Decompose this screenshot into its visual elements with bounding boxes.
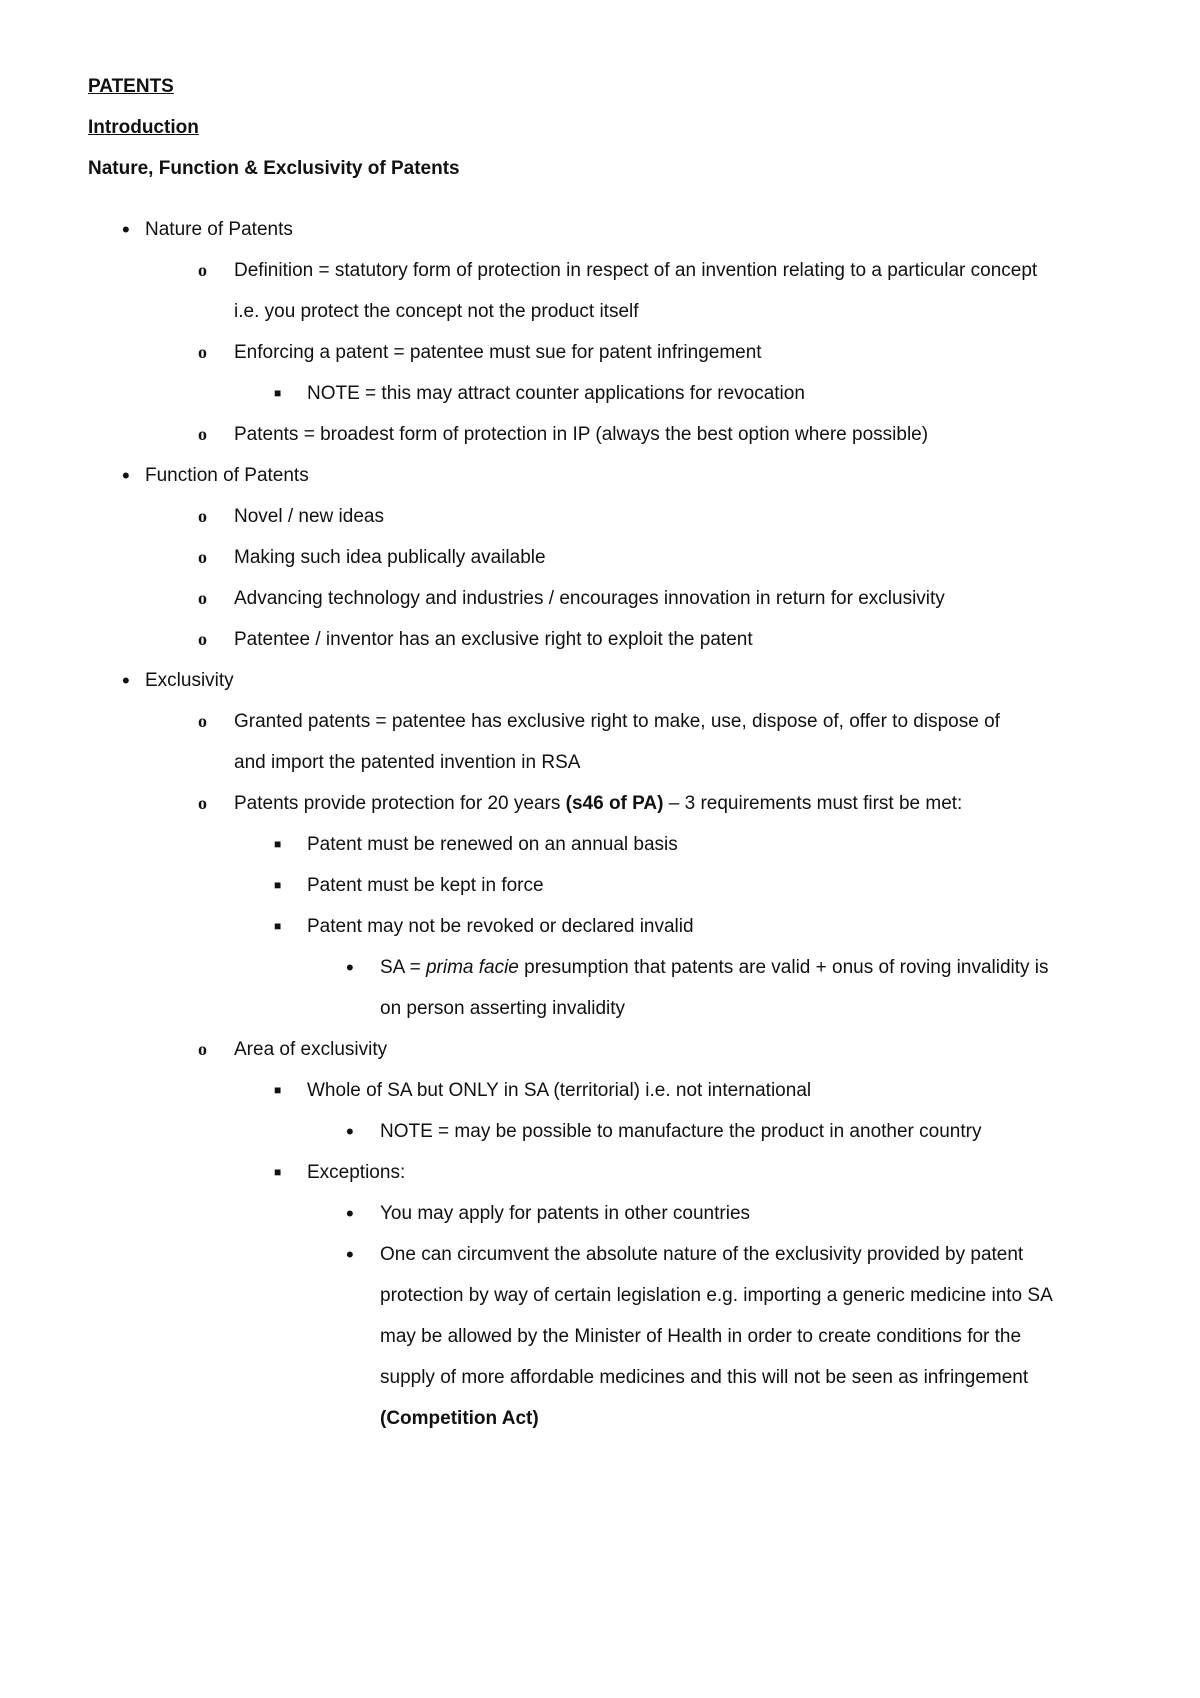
square-bullet-icon: ■ bbox=[274, 919, 282, 933]
list-item bbox=[88, 578, 1128, 619]
circle-bullet-icon: o bbox=[198, 547, 207, 567]
list-item bbox=[88, 414, 1128, 455]
list-item bbox=[88, 250, 1128, 291]
list-item bbox=[88, 660, 1128, 701]
list-item bbox=[88, 906, 1128, 947]
text-run: SA = bbox=[380, 957, 426, 978]
list-item-text bbox=[234, 783, 962, 824]
list-item-text: Area of exclusivity bbox=[234, 1039, 388, 1060]
list-item bbox=[88, 332, 1128, 373]
list-item-text: Advancing technology and industries / encourages innovation in return for exclusivity bbox=[234, 588, 945, 609]
list-item-text: NOTE = this may attract counter applications for revocation bbox=[307, 383, 805, 404]
list-item bbox=[88, 496, 1128, 537]
text-run: presumption that patents are valid + onus of roving invalidity is bbox=[518, 957, 1049, 978]
list-item-continuation bbox=[88, 1316, 1128, 1357]
list-item-text: on person asserting invalidity bbox=[380, 998, 626, 1019]
list-item bbox=[88, 824, 1128, 865]
circle-bullet-icon: o bbox=[198, 1039, 207, 1059]
list-item-text: Enforcing a patent = patentee must sue for patent infringement bbox=[234, 342, 762, 363]
square-bullet-icon: ■ bbox=[274, 878, 282, 892]
list-item-continuation bbox=[88, 988, 1128, 1029]
list-item-text: and import the patented invention in RSA bbox=[234, 752, 581, 773]
list-item-text: One can circumvent the absolute nature of the exclusivity provided by patent bbox=[380, 1244, 1024, 1265]
bullet-icon: • bbox=[122, 463, 130, 488]
italic-term: prima facie bbox=[425, 957, 519, 978]
list-item-text: Patent must be kept in force bbox=[307, 875, 544, 896]
list-item-continuation bbox=[88, 1275, 1128, 1316]
list-item bbox=[88, 865, 1128, 906]
document-body bbox=[88, 66, 1128, 1439]
list-item-continuation bbox=[88, 1357, 1128, 1398]
circle-bullet-icon: o bbox=[198, 711, 207, 731]
text-run: Patents provide protection for 20 years bbox=[234, 793, 566, 814]
bullet-icon: • bbox=[346, 1242, 354, 1267]
citation-text: (Competition Act) bbox=[380, 1408, 539, 1429]
square-bullet-icon: ■ bbox=[274, 837, 282, 851]
list-item-text bbox=[380, 947, 1049, 988]
list-item bbox=[88, 1070, 1128, 1111]
bullet-icon: • bbox=[122, 668, 130, 693]
list-item bbox=[88, 1234, 1128, 1275]
list-item-text: Definition = statutory form of protection in respect of an invention relating to a particular concept bbox=[234, 260, 1038, 281]
circle-bullet-icon: o bbox=[198, 793, 207, 813]
list-item-text: Patentee / inventor has an exclusive right to exploit the patent bbox=[234, 629, 753, 650]
circle-bullet-icon: o bbox=[198, 629, 207, 649]
page-title: PATENTS bbox=[88, 76, 174, 97]
circle-bullet-icon: o bbox=[198, 260, 207, 280]
bullet-icon: • bbox=[346, 955, 354, 980]
list-item-text: Nature of Patents bbox=[145, 219, 293, 240]
list-item-text: Patent must be renewed on an annual basis bbox=[307, 834, 678, 855]
list-item bbox=[88, 1111, 1128, 1152]
list-item bbox=[88, 455, 1128, 496]
list-item-text: Patent may not be revoked or declared invalid bbox=[307, 916, 694, 937]
list-item bbox=[88, 209, 1128, 250]
list-item bbox=[88, 947, 1128, 988]
list-item-text: Whole of SA but ONLY in SA (territorial) i.e. not international bbox=[307, 1080, 812, 1101]
circle-bullet-icon: o bbox=[198, 588, 207, 608]
list-item bbox=[88, 619, 1128, 660]
list-item-continuation bbox=[88, 291, 1128, 332]
section-heading: Nature, Function & Exclusivity of Patents bbox=[88, 158, 460, 179]
list-item-text: may be allowed by the Minister of Health in order to create conditions for the bbox=[380, 1326, 1022, 1347]
list-item-text: Granted patents = patentee has exclusive right to make, use, dispose of, offer to dispose of bbox=[234, 711, 1000, 732]
list-item-text: NOTE = may be possible to manufacture the product in another country bbox=[380, 1121, 982, 1142]
text-run: – 3 requirements must first be met: bbox=[663, 793, 963, 814]
list-item bbox=[88, 783, 1128, 824]
list-item-text: Novel / new ideas bbox=[234, 506, 384, 527]
list-item-text: You may apply for patents in other countries bbox=[380, 1203, 751, 1224]
list-item bbox=[88, 1152, 1128, 1193]
list-item-text: protection by way of certain legislation e.g. importing a generic medicine into SA bbox=[380, 1285, 1053, 1306]
intro-heading: Introduction bbox=[88, 117, 199, 138]
square-bullet-icon: ■ bbox=[274, 1083, 282, 1097]
list-item-text: supply of more affordable medicines and this will not be seen as infringement bbox=[380, 1367, 1029, 1388]
list-item bbox=[88, 1193, 1128, 1234]
list-item bbox=[88, 1029, 1128, 1070]
list-item bbox=[88, 373, 1128, 414]
circle-bullet-icon: o bbox=[198, 342, 207, 362]
square-bullet-icon: ■ bbox=[274, 1165, 282, 1179]
citation-text: (s46 of PA) bbox=[565, 793, 664, 814]
bullet-icon: • bbox=[122, 217, 130, 242]
bullet-icon: • bbox=[346, 1119, 354, 1144]
list-item bbox=[88, 701, 1128, 742]
circle-bullet-icon: o bbox=[198, 506, 207, 526]
list-item-text: Exceptions: bbox=[307, 1162, 406, 1183]
list-item-continuation bbox=[88, 1398, 1128, 1439]
list-item-text: Exclusivity bbox=[145, 670, 234, 691]
list-item-text: Making such idea publically available bbox=[234, 547, 546, 568]
list-item-text: i.e. you protect the concept not the product itself bbox=[234, 301, 639, 322]
list-item-text: Function of Patents bbox=[145, 465, 309, 486]
list-item-continuation bbox=[88, 742, 1128, 783]
bullet-icon: • bbox=[346, 1201, 354, 1226]
list-item-text: Patents = broadest form of protection in IP (always the best option where possible) bbox=[234, 424, 929, 445]
circle-bullet-icon: o bbox=[198, 424, 207, 444]
list-item bbox=[88, 537, 1128, 578]
square-bullet-icon: ■ bbox=[274, 386, 282, 400]
